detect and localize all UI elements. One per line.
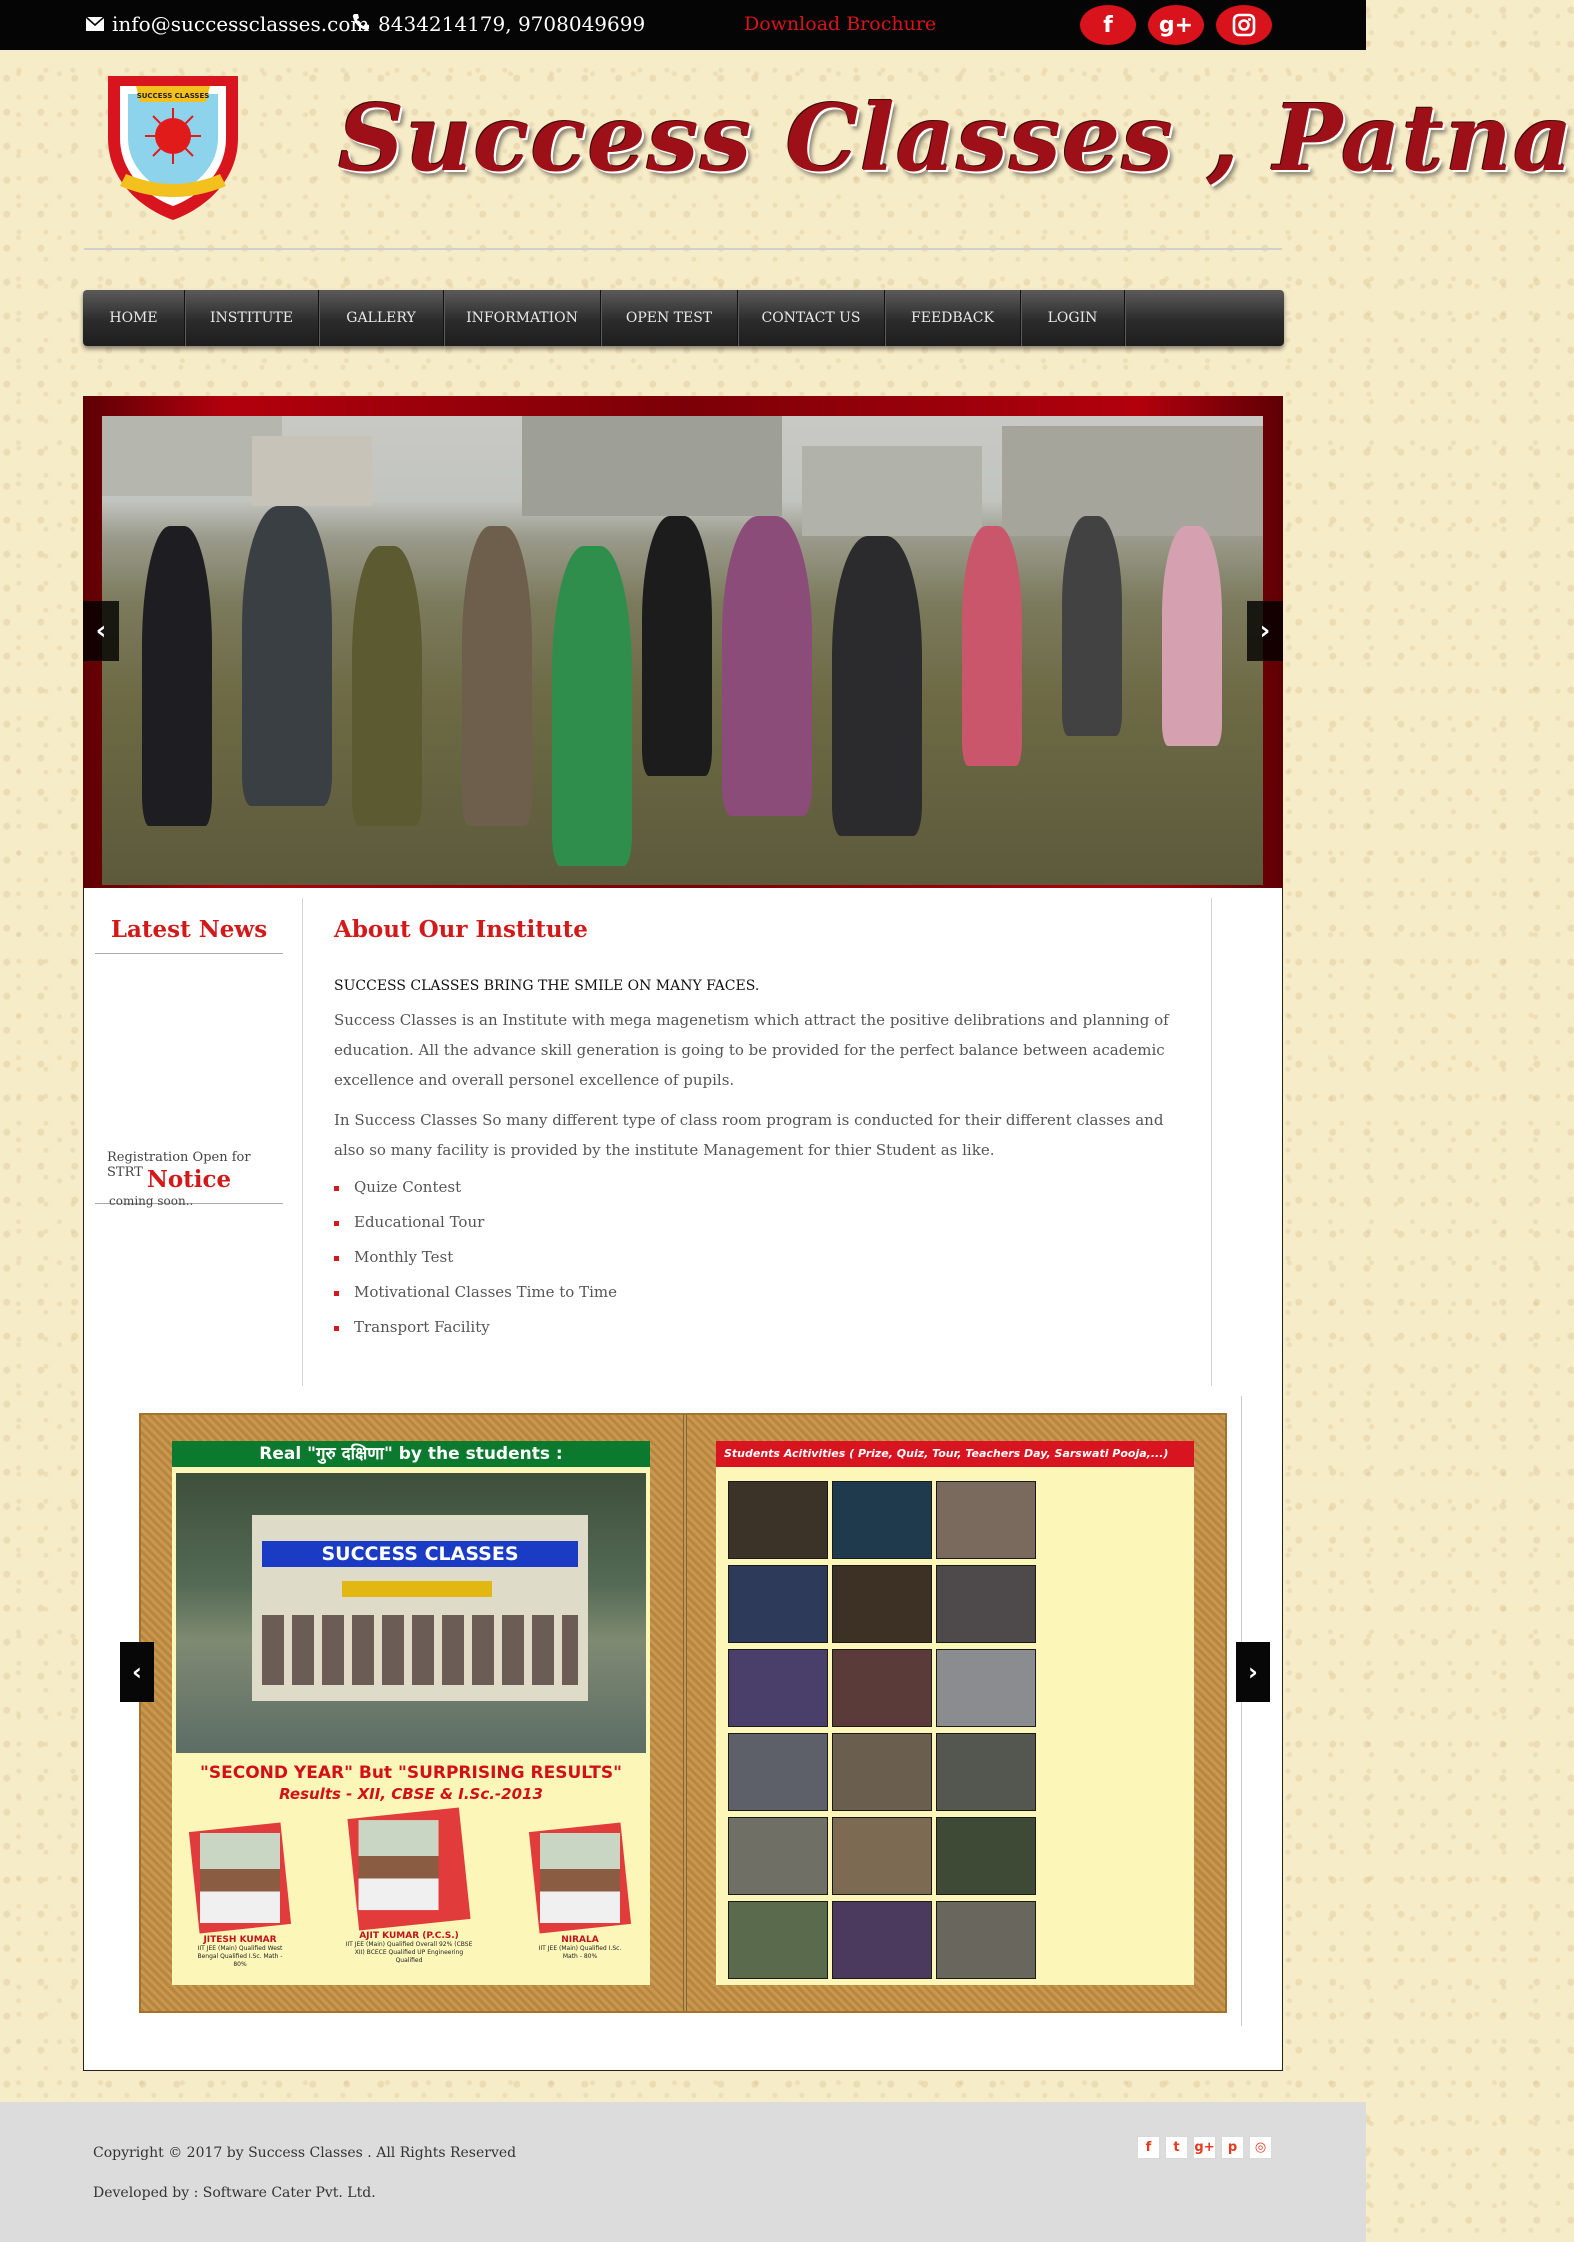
content-panel bbox=[83, 888, 1283, 2071]
nav-open-test[interactable]: OPEN TEST bbox=[601, 290, 738, 346]
divider bbox=[1241, 1396, 1242, 2026]
latest-news-marquee[interactable]: Registration Open for STRT bbox=[107, 1150, 251, 1180]
book-carousel bbox=[84, 1396, 1284, 2036]
activities-banner: Students Acitivities ( Prize, Quiz, Tour, Teachers Day, Sarswati Pooja,...) bbox=[716, 1441, 1194, 1467]
student-card bbox=[192, 1827, 288, 1969]
activity-photo bbox=[936, 1565, 1036, 1643]
book-spread bbox=[139, 1413, 1227, 2013]
institute-logo[interactable] bbox=[96, 68, 250, 224]
poster-subtitle-bar bbox=[342, 1581, 492, 1597]
header-divider bbox=[84, 248, 1282, 250]
about-paragraph-2: In Success Classes So many different type of class room program is conducted for their different classes and also so many facility is provided by the institute Management for thier Student as like. bbox=[334, 1111, 1164, 1159]
google-plus-icon[interactable]: g+ bbox=[1193, 2136, 1216, 2159]
nav-home[interactable]: HOME bbox=[83, 290, 185, 346]
notice-text: coming soon.. bbox=[109, 1194, 194, 1208]
activity-photo bbox=[728, 1901, 828, 1979]
book-page-results[interactable] bbox=[172, 1441, 650, 1985]
facebook-icon[interactable]: f bbox=[1080, 5, 1136, 45]
student-photo bbox=[189, 1822, 291, 1933]
footer bbox=[0, 2102, 1366, 2242]
activity-photo bbox=[728, 1649, 828, 1727]
facebook-icon[interactable]: f bbox=[1137, 2136, 1160, 2159]
results-slogan: "SECOND YEAR" But "SURPRISING RESULTS" bbox=[200, 1763, 622, 1783]
activity-photo bbox=[728, 1817, 828, 1895]
book-spine bbox=[683, 1415, 687, 2011]
list-item: Motivational Classes Time to Time bbox=[354, 1275, 617, 1310]
student-photo bbox=[529, 1822, 631, 1933]
student-detail: IIT JEE (Main) Qualified I.Sc. Math - 80% bbox=[538, 1945, 622, 1960]
about-lead: SUCCESS CLASSES BRING THE SMILE ON MANY FACES. bbox=[334, 978, 760, 994]
envelope-icon bbox=[86, 12, 104, 36]
download-brochure-link[interactable]: Download Brochure bbox=[744, 13, 937, 35]
nav-gallery[interactable]: GALLERY bbox=[319, 290, 444, 346]
sidebar bbox=[95, 898, 303, 1386]
results-banner: Real "गुरु दक्षिणा" by the students : bbox=[172, 1441, 650, 1467]
results-photo bbox=[176, 1473, 646, 1753]
activity-photo bbox=[728, 1565, 828, 1643]
facility-list bbox=[354, 1170, 617, 1345]
activity-photo bbox=[936, 1901, 1036, 1979]
activity-photo bbox=[832, 1649, 932, 1727]
main-navigation bbox=[83, 290, 1284, 346]
activity-photo bbox=[832, 1733, 932, 1811]
slider-photo-students bbox=[102, 416, 1263, 885]
activity-photo bbox=[936, 1733, 1036, 1811]
developer-credit: Developed by : Software Cater Pvt. Ltd. bbox=[93, 2185, 376, 2201]
activity-photo bbox=[936, 1817, 1036, 1895]
activity-photo bbox=[936, 1481, 1036, 1559]
poster-banner bbox=[252, 1515, 588, 1701]
nav-information[interactable]: INFORMATION bbox=[444, 290, 601, 346]
top-social-links bbox=[1080, 5, 1272, 45]
instagram-icon[interactable] bbox=[1216, 5, 1272, 45]
nav-institute[interactable]: INSTITUTE bbox=[185, 290, 319, 346]
poster-faces bbox=[262, 1615, 578, 1685]
slider-prev-button[interactable]: ‹ bbox=[83, 601, 119, 661]
activity-photo bbox=[832, 1901, 932, 1979]
footer-social-links bbox=[1137, 2136, 1272, 2159]
pinterest-icon[interactable]: p bbox=[1221, 2136, 1244, 2159]
nav-feedback[interactable]: FEEDBACK bbox=[885, 290, 1021, 346]
book-page-activities[interactable] bbox=[716, 1441, 1194, 1985]
poster-title: SUCCESS CLASSES bbox=[262, 1541, 578, 1567]
logo-text: SUCCESS CLASSES bbox=[136, 92, 210, 100]
copyright-text: Copyright © 2017 by Success Classes . All Rights Reserved bbox=[93, 2145, 517, 2161]
site-title: Success Classes , Patna bbox=[338, 84, 1574, 192]
slider-next-button[interactable]: › bbox=[1247, 601, 1283, 661]
list-item: Quize Contest bbox=[354, 1170, 617, 1205]
student-card bbox=[344, 1813, 474, 1965]
google-plus-icon[interactable]: g+ bbox=[1148, 5, 1204, 45]
carousel-prev-button[interactable]: ‹ bbox=[120, 1642, 154, 1702]
activity-photo bbox=[936, 1649, 1036, 1727]
activity-photo bbox=[832, 1481, 932, 1559]
image-slider bbox=[83, 396, 1283, 888]
student-name: JITESH KUMAR bbox=[203, 1935, 277, 1945]
list-item: Monthly Test bbox=[354, 1240, 617, 1275]
list-item: Educational Tour bbox=[354, 1205, 617, 1240]
student-card bbox=[532, 1827, 628, 1961]
results-subslogan: Results - XII, CBSE & I.Sc.-2013 bbox=[279, 1785, 543, 1803]
about-paragraph-1: Success Classes is an Institute with mega magenetism which attract the positive delibrations and planning of education. All the advance skill generation is going to be provided for the perfect balance between academic excellence and overall personel excellence of pupils. bbox=[334, 1011, 1169, 1089]
student-photo bbox=[347, 1807, 470, 1930]
activities-photo-grid bbox=[728, 1481, 1036, 1979]
twitter-icon[interactable]: t bbox=[1165, 2136, 1188, 2159]
contact-phone[interactable] bbox=[352, 12, 645, 36]
about-heading: About Our Institute bbox=[334, 916, 588, 943]
nav-contact-us[interactable]: CONTACT US bbox=[738, 290, 885, 346]
carousel-next-button[interactable]: › bbox=[1236, 1642, 1270, 1702]
activity-photo bbox=[832, 1565, 932, 1643]
student-detail: IIT JEE (Main) Qualified Overall 92% (CBSE XII) BCECE Qualified UP Engineering Qualified bbox=[345, 1941, 473, 1964]
student-detail: IIT JEE (Main) Qualified West Bengal Qualified I.Sc. Math - 80% bbox=[197, 1945, 283, 1968]
latest-news-heading: Latest News bbox=[95, 916, 283, 954]
student-name: AJIT KUMAR (P.C.S.) bbox=[359, 1931, 459, 1941]
student-name: NIRALA bbox=[561, 1935, 599, 1945]
top-bar bbox=[0, 0, 1366, 50]
about-section bbox=[334, 898, 1212, 1386]
list-item: Transport Facility bbox=[354, 1310, 617, 1345]
activity-photo bbox=[832, 1817, 932, 1895]
notice-heading: Notice bbox=[95, 1166, 283, 1204]
instagram-icon[interactable]: ◎ bbox=[1249, 2136, 1272, 2159]
email-text: info@successclasses.com bbox=[112, 12, 370, 36]
nav-login[interactable]: LOGIN bbox=[1021, 290, 1125, 346]
contact-email[interactable] bbox=[86, 12, 369, 36]
activity-photo bbox=[728, 1481, 828, 1559]
phone-text: 8434214179, 9708049699 bbox=[378, 12, 646, 36]
phone-icon bbox=[352, 12, 370, 36]
activity-photo bbox=[728, 1733, 828, 1811]
